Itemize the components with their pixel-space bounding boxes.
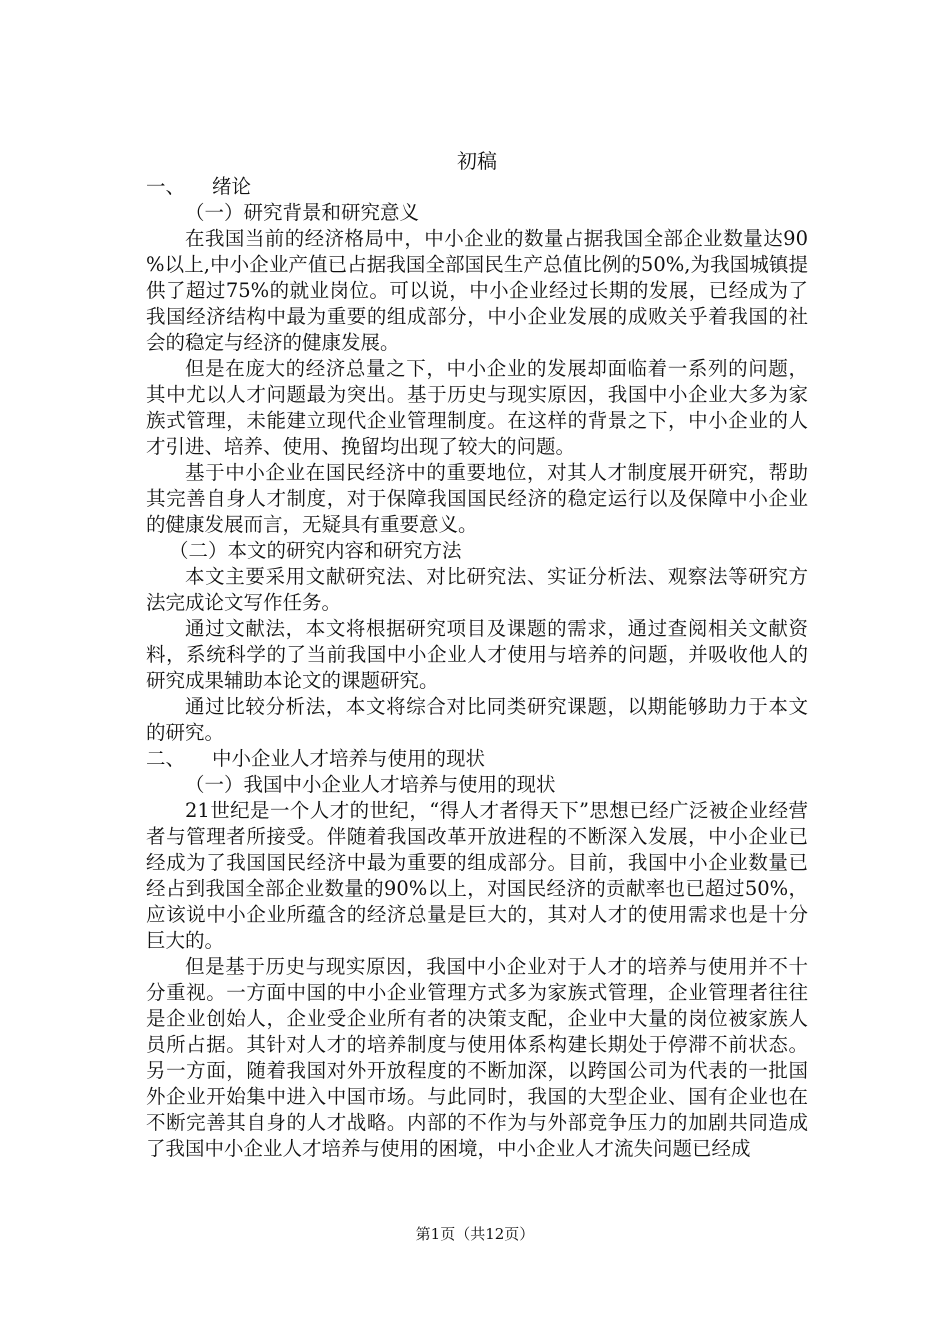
subsection-heading: （一）我国中小企业人才培养与使用的现状	[185, 773, 556, 796]
paragraph: 但是基于历史与现实原因，我国中小企业对于人才的培养与使用并不十分重视。一方面中国的中小企业管理方式多为家族式管理，企业管理者往往是企业创始人，企业受企业所有者的决策支配，企业中大量的岗位被家族人员所占据。其针对人才的培养制度与使用体系构建长期处于停滞不前状态。另一方面，随着我国对外开放程度的不断加深，以跨国公司为代表的一批国外企业开始集中进入中国市场。与此同时，我国的大型企业、国有企业也在不断完善其自身的人才战略。内部的不作为与外部竞争压力的加剧共同造成了我国中小企业人才培养与使用的困境，中小企业人才流失问题已经成	[146, 955, 808, 1160]
paragraph: 但是在庞大的经济总量之下，中小企业的发展却面临着一系列的问题，其中尤以人才问题最为突出。基于历史与现实原因，我国中小企业大多为家族式管理，未能建立现代企业管理制度。在这样的背景之下，中小企业的人才引进、培养、使用、挽留均出现了较大的问题。	[146, 357, 808, 458]
paragraph: 基于中小企业在国民经济中的重要地位，对其人才制度展开研究，帮助其完善自身人才制度，对于保障我国国民经济的稳定运行以及保障中小企业的健康发展而言，无疑具有重要意义。	[146, 461, 808, 536]
paragraph: 21世纪是一个人才的世纪，“得人才者得天下”思想已经广泛被企业经营者与管理者所接受。伴随着我国改革开放进程的不断深入发展，中小企业已经成为了我国国民经济中最为重要的组成部分。目前，我国中小企业数量已经占到我国全部企业数量的90%以上，对国民经济的贡献率也已超过50%，应该说中小企业所蕴含的经济总量是巨大的，其对人才的使用需求也是十分巨大的。	[146, 799, 808, 952]
section-heading	[146, 174, 808, 200]
subsection-heading: （一）研究背景和研究意义	[185, 201, 420, 224]
section-heading	[146, 746, 808, 772]
subsection-heading: （二）本文的研究内容和研究方法	[169, 539, 462, 562]
paragraph: 通过文献法，本文将根据研究项目及课题的需求，通过查阅相关文献资料，系统科学的了当前我国中小企业人才使用与培养的问题，并吸收他人的研究成果辅助本论文的课题研究。	[146, 617, 808, 692]
paragraph: 通过比较分析法，本文将综合对比同类研究课题，以期能够助力于本文的研究。	[146, 695, 808, 744]
paragraph: 在我国当前的经济格局中，中小企业的数量占据我国全部企业数量达90%以上,中小企业产值已占据我国全部国民生产总值比例的50%,为我国城镇提供了超过75%的就业岗位。可以说，中小企业经过长期的发展，已经成为了我国经济结构中最为重要的组成部分，中小企业发展的成败关乎着我国的社会的稳定与经济的健康发展。	[146, 227, 808, 354]
page-footer: 第1页（共12页）	[415, 1225, 535, 1243]
section-title: 中小企业人才培养与使用的现状	[212, 747, 486, 770]
section-number: 二、	[146, 747, 186, 770]
section-number: 一、	[146, 175, 186, 198]
document-title: 初稿	[457, 149, 497, 173]
paragraph: 本文主要采用文献研究法、对比研究法、实证分析法、观察法等研究方法完成论文写作任务。	[146, 565, 808, 614]
section-title: 绪论	[212, 175, 252, 198]
page-content	[146, 148, 808, 1162]
